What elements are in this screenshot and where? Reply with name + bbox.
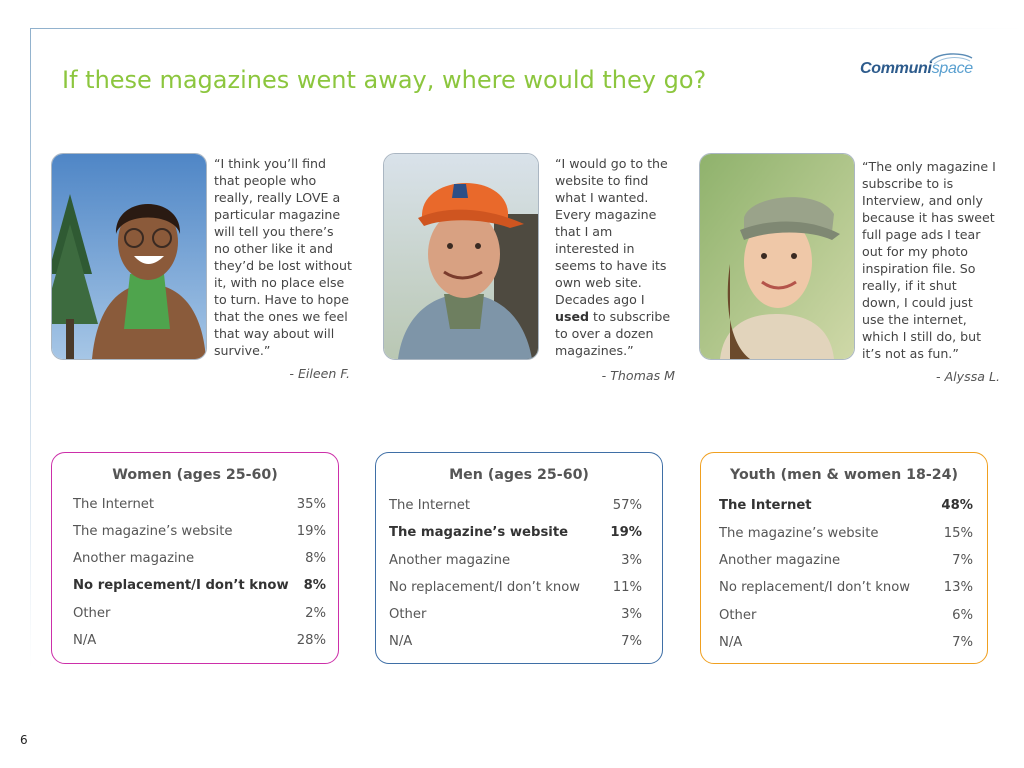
row-value: 3% — [621, 553, 642, 568]
row-label: The magazine’s website — [719, 526, 879, 541]
quote-line: magazines.” — [555, 343, 634, 358]
quote-line: because it has sweet — [862, 210, 995, 225]
table-row — [73, 578, 326, 598]
quote-line: survive.” — [214, 343, 271, 358]
row-value: 13% — [943, 580, 973, 595]
quote-line: seems to have its — [555, 258, 667, 273]
table-row — [389, 498, 642, 518]
row-value: 15% — [943, 526, 973, 541]
quote-line: interested in — [555, 241, 635, 256]
row-value: 57% — [612, 498, 642, 513]
table-row — [73, 497, 326, 517]
table-row — [73, 524, 326, 544]
man-orange-cap-photo — [383, 153, 539, 360]
row-label: N/A — [73, 633, 97, 648]
quote-line — [555, 308, 695, 325]
quote-line: particular magazine — [214, 207, 341, 222]
quote-alyssa — [862, 158, 1012, 362]
quote-line: out for my photo — [862, 244, 968, 259]
table-row — [73, 633, 326, 653]
table-row — [719, 526, 973, 546]
page-number: 6 — [20, 733, 28, 747]
card-youth — [700, 452, 988, 664]
quote-line: really, really LOVE a — [214, 190, 341, 205]
quote-eileen — [214, 155, 374, 359]
row-value: 7% — [621, 634, 642, 649]
row-label: Other — [719, 608, 757, 623]
communispace-logo: Communispace — [860, 52, 992, 82]
woman-smiling-photo — [51, 153, 207, 360]
quote-line: Decades ago I — [555, 292, 645, 307]
quote-line: which I still do, but — [862, 329, 982, 344]
quote-line: to turn. Have to hope — [214, 292, 349, 307]
table-row — [389, 580, 642, 600]
quote-line: inspiration file. So — [862, 261, 976, 276]
row-label: No replacement/I don’t know — [389, 580, 581, 595]
table-row — [73, 606, 326, 626]
row-value: 7% — [952, 635, 973, 650]
quote-line: that people who — [214, 173, 317, 188]
row-value: 7% — [952, 553, 973, 568]
quote-line: “I think you’ll find — [214, 156, 326, 171]
row-value: 2% — [305, 606, 326, 621]
slide-frame-left — [30, 28, 31, 668]
row-value: 3% — [621, 607, 642, 622]
row-value: 19% — [296, 524, 326, 539]
row-value: 11% — [612, 580, 642, 595]
quote-line: that I am — [555, 224, 613, 239]
row-label: N/A — [719, 635, 743, 650]
quote-line: “I would go to the — [555, 156, 668, 171]
quote-line: to over a dozen — [555, 326, 654, 341]
row-label: N/A — [389, 634, 413, 649]
slide-title: If these magazines went away, where would they go? — [62, 66, 707, 94]
row-value: 35% — [296, 497, 326, 512]
quote-line: that the ones we feel — [214, 309, 348, 324]
card-title: Youth (men & women 18-24) — [729, 467, 959, 483]
quote-line: Every magazine — [555, 207, 657, 222]
young-woman-cap-photo — [699, 153, 855, 360]
quote-line: no other like it and — [214, 241, 333, 256]
quote-line: full page ads I tear — [862, 227, 981, 242]
table-row — [389, 525, 642, 545]
quote-line: website to find — [555, 173, 649, 188]
card-title: Men (ages 25-60) — [449, 467, 589, 483]
row-label: No replacement/I don’t know — [73, 578, 289, 593]
row-value: 19% — [610, 525, 642, 540]
quote-line: really, if it shut — [862, 278, 957, 293]
quote-line: use the internet, — [862, 312, 967, 327]
quote-thomas — [555, 155, 695, 359]
row-value: 48% — [941, 498, 973, 513]
quote-line: down, I could just — [862, 295, 973, 310]
row-label: The Internet — [73, 497, 155, 512]
quote-line: will tell you there’s — [214, 224, 334, 239]
quote-fragment: to subscribe — [589, 309, 671, 324]
quote-line: own web site. — [555, 275, 642, 290]
table-row — [719, 580, 973, 600]
quote-line: Interview, and only — [862, 193, 983, 208]
table-row — [389, 634, 642, 654]
quote-line: that way about will — [214, 326, 335, 341]
emphasis-word: used — [555, 309, 590, 324]
quote-line: subscribe to is — [862, 176, 954, 191]
row-label: Other — [73, 606, 111, 621]
table-row — [719, 608, 973, 628]
row-label: The magazine’s website — [389, 525, 569, 540]
row-label: No replacement/I don’t know — [719, 580, 911, 595]
table-row — [719, 553, 973, 573]
row-label: The magazine’s website — [73, 524, 233, 539]
row-value: 28% — [296, 633, 326, 648]
quote-line: “The only magazine I — [862, 159, 996, 174]
row-label: Another magazine — [389, 553, 511, 568]
row-label: Another magazine — [73, 551, 195, 566]
card-title: Women (ages 25-60) — [112, 467, 278, 483]
quote-author: - Thomas M — [601, 368, 675, 383]
quote-line: what I wanted. — [555, 190, 649, 205]
table-row — [73, 551, 326, 571]
row-value: 8% — [305, 551, 326, 566]
table-row — [719, 635, 973, 655]
quote-author: - Alyssa L. — [936, 369, 1000, 384]
card-men — [375, 452, 663, 664]
row-label: Another magazine — [719, 553, 841, 568]
card-women — [51, 452, 339, 664]
row-value: 8% — [303, 578, 326, 593]
quote-author: - Eileen F. — [289, 366, 350, 381]
table-row — [389, 553, 642, 573]
slide-frame-top — [30, 28, 1024, 29]
row-label: The Internet — [389, 498, 471, 513]
quote-line: they’d be lost without — [214, 258, 352, 273]
row-value: 6% — [952, 608, 973, 623]
row-label: Other — [389, 607, 427, 622]
row-label: The Internet — [719, 498, 812, 513]
table-row — [719, 498, 973, 518]
quote-line: it’s not as fun.” — [862, 346, 959, 361]
quote-line: it, with no place else — [214, 275, 345, 290]
table-row — [389, 607, 642, 627]
